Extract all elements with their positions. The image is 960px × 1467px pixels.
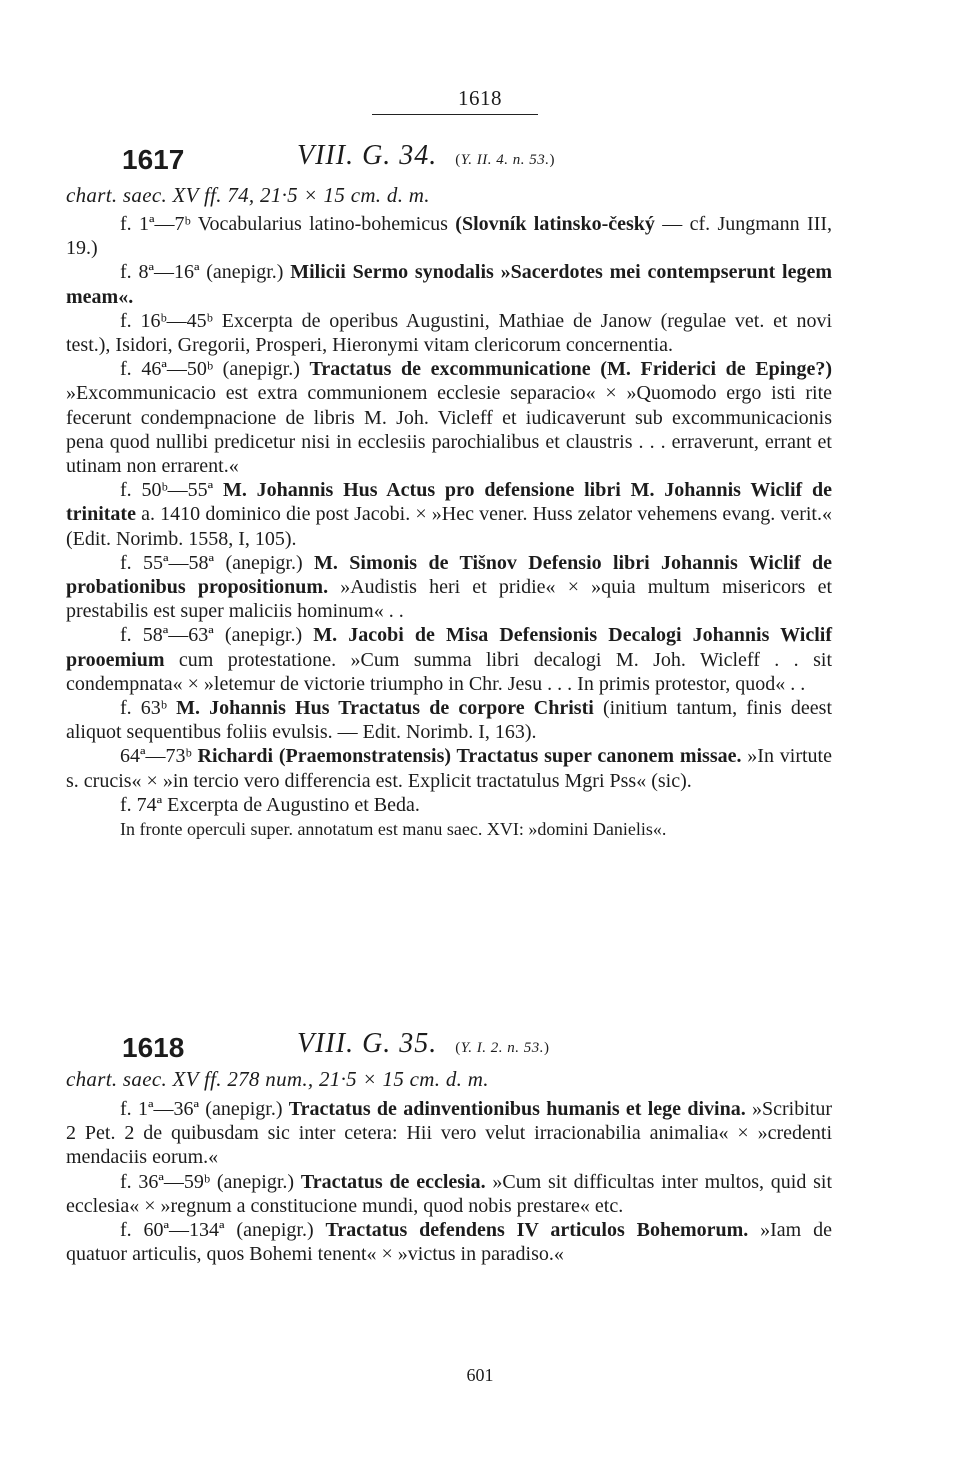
item-text: f. 55ª—58ª (anepigr.) [120,551,315,574]
work-title: M. Simonis de Tišnov Defensio libri Johannis Wiclif de probationibus propositionum. [66,551,832,599]
contents-item [66,357,832,478]
entry-number: 1617 [122,144,185,175]
contents-item [66,212,832,260]
item-text: In fronte operculi super. annotatum est manu saec. XVI: »domini Danielis«. [120,819,667,840]
item-text: »In virtute s. crucis« × »in tercio vero differencia est. Explicit tractatulus Mgri Pss« (sic). [66,745,832,792]
item-text: f. 58ª—63ª (anepigr.) [120,624,314,647]
contents-item [66,793,832,817]
item-text: »Iam de quatuor articulis, quos Bohemi tenent« × »victus in paradiso.« [66,1219,832,1266]
shelfmark [297,1028,550,1060]
contents-item [66,1170,832,1218]
item-text: f. 60ª—134ª (anepigr.) [120,1219,326,1242]
contents-item [66,744,832,792]
item-text: f. 63ᵇ [120,697,177,720]
old-shelfmark: (Y. I. 2. n. 53.) [455,1040,550,1056]
contents-list-1617 [66,212,832,841]
work-title: Milicii Sermo synodalis »Sacerdotes mei contempserunt legem meam«. [66,261,832,308]
work-title: Tractatus de excommunicatione (M. Friderici de Epinge?) [309,358,832,381]
contents-item [66,551,832,624]
item-text: f. 50ᵇ—55ª [120,479,223,502]
work-title: Tractatus de adinventionibus humanis et lege divina. [288,1098,746,1120]
page-number: 601 [466,1365,494,1385]
work-title: Richardi (Praemonstratensis) Tractatus super canonem missae. [197,745,742,768]
item-text: f. 46ª—50ᵇ (anepigr.) [120,358,310,381]
running-head: 1618 [458,86,502,110]
item-text: 64ª—73ᵇ [120,745,198,768]
shelfmark [297,140,555,172]
shelfmark-text: VIII. G. 34. [297,140,438,171]
item-text: f. 74ª Excerpta de Augustino et Beda. [120,793,420,816]
contents-item [66,309,832,357]
contents-item [66,817,832,841]
item-text: (initium tantum, finis deest aliquot sequentibus foliis evulsis. — Edit. Norimb. I, 163). [66,697,833,744]
entry-heading-1617 [66,140,846,180]
item-text: — cf. Jungmann III, 19.) [66,213,833,260]
contents-item [66,1218,832,1266]
work-title: Tractatus de ecclesia. [300,1170,486,1193]
item-text: »Audistis heri et pridie« × »quia multum misericors et prestabilis est super maliciis hominum« . . [66,576,832,623]
contents-item [66,623,832,696]
entry-number: 1618 [122,1032,185,1063]
item-text: f. 36ª—59ᵇ (anepigr.) [120,1170,301,1193]
manuscript-description: chart. saec. XV ff. 74, 21·5 × 15 cm. d. m. [66,183,430,207]
header-rule [372,114,538,115]
work-title: Tractatus defendens IV articulos Bohemorum. [325,1219,749,1242]
contents-item [66,260,832,308]
item-text: »Scribitur 2 Pet. 2 de quibusdam sic inter cetera: Hii vero velut irracionabilia animalia« × »credenti mendaciis eorum.« [66,1098,832,1169]
item-text: f. 16ᵇ—45ᵇ Excerpta de operibus Augustini, Mathiae de Janow (regulae vet. et novi test.), Isidori, Gregorii, Prosperi, Hieronymi vitam clericorum concernentia. [66,309,832,357]
item-text: a. 1410 dominico die post Jacobi. × »Hec vener. Huss zelator vehemens evang. verit.« (Edit. Norimb. 1558, I, 105). [66,503,832,550]
item-text: cum protestatione. »Cum summa libri decalogi M. Joh. Wicleff . . sit condempnata« × »letemur de victorie triumpho in Chr. Jesu . . . In primis protestor, quod« . . [66,648,832,695]
manuscript-description: chart. saec. XV ff. 278 num., 21·5 × 15 cm. d. m. [66,1067,489,1091]
item-text: f. 1ª—36ª (anepigr.) [120,1098,289,1120]
shelfmark-text: VIII. G. 35. [297,1028,438,1059]
work-title: M. Johannis Hus Actus pro defensione libri M. Johannis Wiclif de trinitate [66,479,832,526]
work-title: (Slovník latinsko-český [455,213,655,235]
item-text: f. 1ª—7ᵇ Vocabularius latino-bohemicus [120,213,456,235]
item-text: »Excommunicacio est extra communionem ecclesie separacio« × »Quomodo ergo isti rite fecerunt condempnacione de libris M. Joh. Vicleff et iudicaverunt sub excommunicacionis pena quod nullibi predicetur nisi in ecclesiis parochialibus et claustris . . . erraverunt, errant et utinam non errarent.« [66,382,832,478]
contents-list-1618 [66,1097,832,1266]
work-title: M. Johannis Hus Tractatus de corpore Christi [176,697,594,720]
old-shelfmark: (Y. II. 4. n. 53.) [455,152,556,168]
item-text: f. 8ª—16ª (anepigr.) [120,261,291,284]
contents-item [66,478,832,551]
entry-heading-1618 [66,1028,846,1068]
item-text: »Cum sit difficultas inter multos, quid sit ecclesia« × »regnum a constitucione mundi, quod nobis prestare« etc. [66,1170,832,1217]
contents-item [66,1097,832,1170]
contents-item [66,696,832,744]
work-title: M. Jacobi de Misa Defensionis Decalogi Johannis Wiclif prooemium [66,624,832,671]
